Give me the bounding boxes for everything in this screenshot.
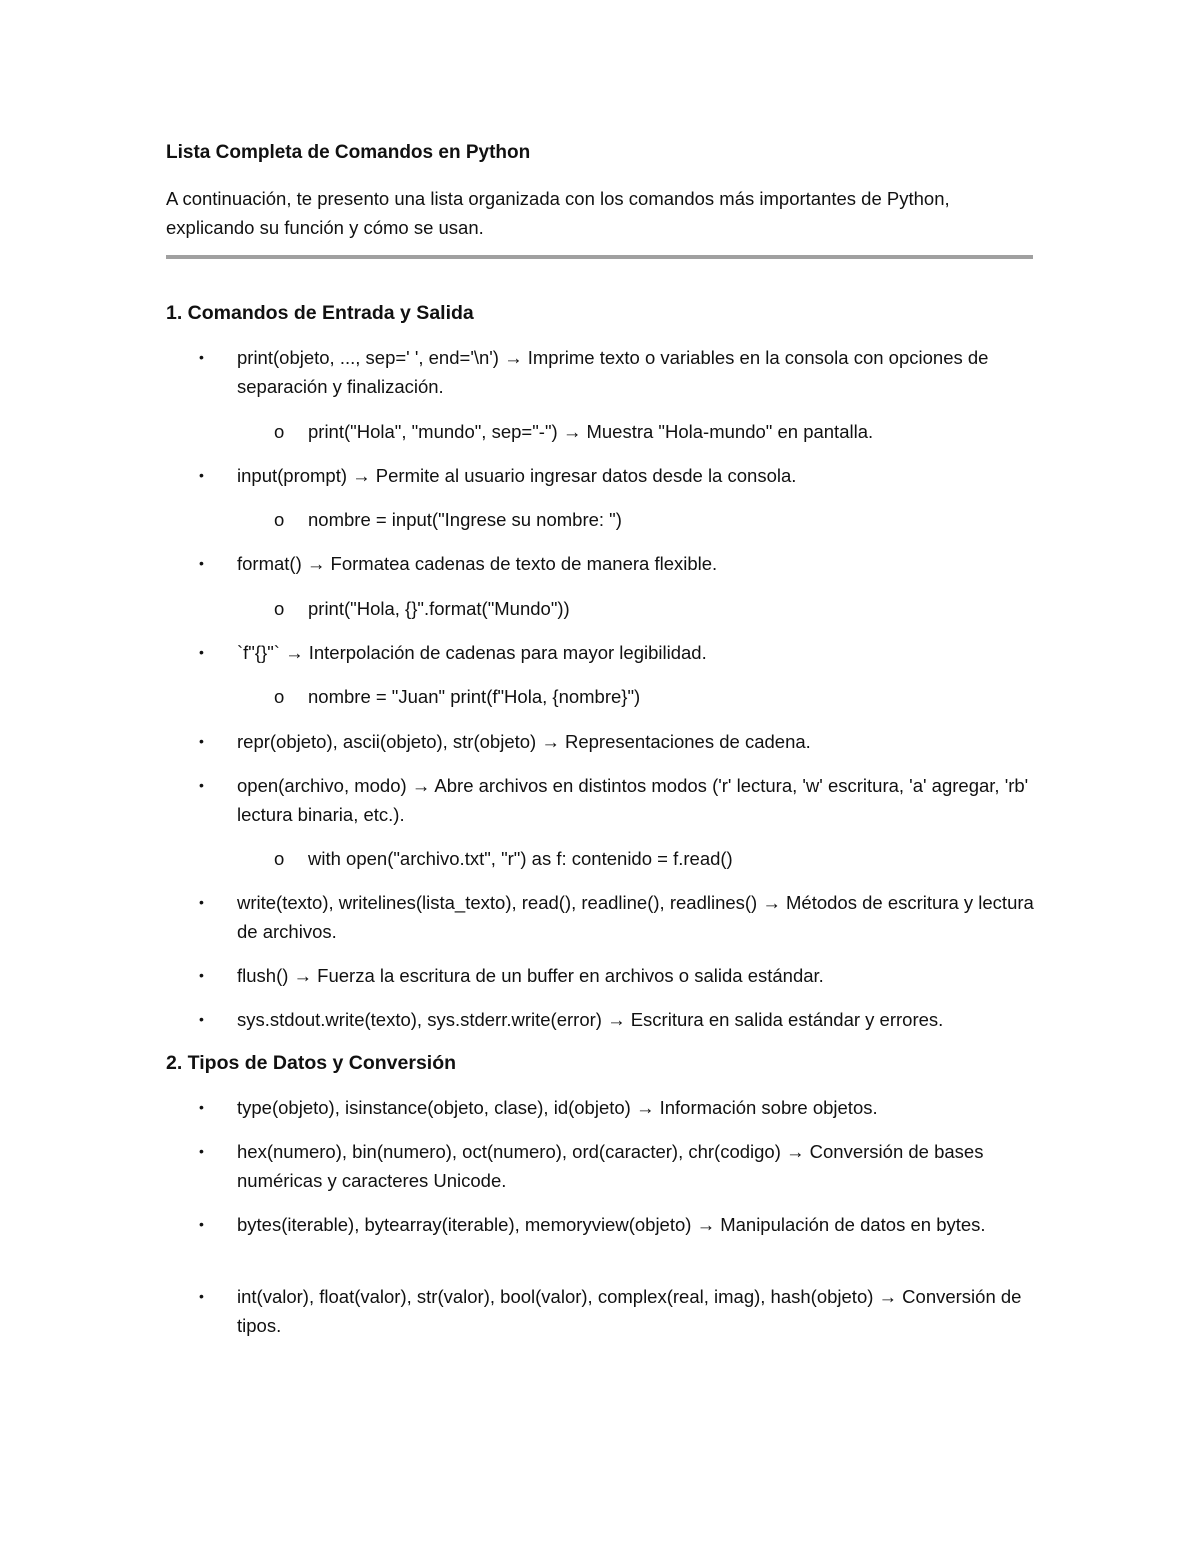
list-item	[199, 343, 1037, 401]
list-item	[199, 1093, 1037, 1122]
sub-list-item-text: with open("archivo.txt", "r") as f: contenido = f.read()	[308, 848, 733, 869]
list-item	[199, 1282, 1037, 1340]
sub-list-item-text: print("Hola, {}".format("Mundo"))	[308, 598, 570, 619]
sub-list-item-text: print("Hola", "mundo", sep="-") → Muestra "Hola-mundo" en pantalla.	[308, 421, 874, 442]
list-item	[199, 1137, 1037, 1195]
bullet-icon: •	[199, 894, 204, 910]
list-item	[199, 638, 1037, 667]
sub-list-item	[274, 417, 1028, 446]
list-item-text: type(objeto), isinstance(objeto, clase), id(objeto) → Información sobre objetos.	[237, 1097, 878, 1118]
section-heading-entrada-salida: 1. Comandos de Entrada y Salida	[166, 302, 474, 324]
bullet-icon: •	[199, 555, 204, 571]
list-item	[199, 961, 1037, 990]
sub-list-item	[274, 682, 1028, 711]
list-item	[199, 1210, 1037, 1239]
sub-list-item-text: nombre = input("Ingrese su nombre: ")	[308, 509, 622, 530]
list-item-text: int(valor), float(valor), str(valor), bool(valor), complex(real, imag), hash(objeto) → Conversión de tipos.	[237, 1286, 1022, 1336]
bullet-icon: •	[199, 1143, 204, 1159]
list-item-text: sys.stdout.write(texto), sys.stderr.write(error) → Escritura en salida estándar y errores.	[237, 1009, 944, 1030]
bullet-icon: •	[199, 733, 204, 749]
sub-bullet-icon: o	[274, 686, 285, 707]
list-item-text: flush() → Fuerza la escritura de un buffer en archivos o salida estándar.	[237, 965, 824, 986]
horizontal-rule	[166, 255, 1033, 259]
sub-list-item	[274, 505, 1028, 534]
list-item-text: input(prompt) → Permite al usuario ingresar datos desde la consola.	[237, 465, 797, 486]
bullet-icon: •	[199, 644, 204, 660]
list-item	[199, 727, 1037, 756]
bullet-icon: •	[199, 1099, 204, 1115]
list-item	[199, 461, 1037, 490]
sub-list-item	[274, 594, 1028, 623]
list-item-text: repr(objeto), ascii(objeto), str(objeto) → Representaciones de cadena.	[237, 731, 811, 752]
intro-paragraph: A continuación, te presento una lista organizada con los comandos más importantes de Python, explicando su función y cómo se usan.	[166, 188, 950, 238]
sub-list-item-text: nombre = "Juan" print(f"Hola, {nombre}")	[308, 686, 641, 707]
list-item-text: format() → Formatea cadenas de texto de manera flexible.	[237, 553, 718, 574]
list-item-text: write(texto), writelines(lista_texto), read(), readline(), readlines() → Métodos de escritura y lectura de archivos.	[237, 892, 1034, 942]
section-heading-tipos-datos: 2. Tipos de Datos y Conversión	[166, 1052, 457, 1074]
sub-bullet-icon: o	[274, 598, 285, 619]
list-item-text: hex(numero), bin(numero), oct(numero), ord(caracter), chr(codigo) → Conversión de bases numéricas y caracteres Unicode.	[237, 1141, 984, 1191]
bullet-icon: •	[199, 1216, 204, 1232]
bullet-icon: •	[199, 349, 204, 365]
list-item-text: open(archivo, modo) → Abre archivos en distintos modos ('r' lectura, 'w' escritura, 'a' agregar, 'rb' lectura binaria, etc.).	[237, 775, 1029, 825]
bullet-icon: •	[199, 777, 204, 793]
list-item-text: bytes(iterable), bytearray(iterable), memoryview(objeto) → Manipulación de datos en bytes.	[237, 1214, 986, 1235]
list-item	[199, 1005, 1037, 1034]
bullet-icon: •	[199, 967, 204, 983]
list-item-text: print(objeto, ..., sep=' ', end='\n') → Imprime texto o variables en la consola con opciones de separación y finalización.	[237, 347, 989, 397]
sub-bullet-icon: o	[274, 509, 285, 530]
bullet-icon: •	[199, 1288, 204, 1304]
sub-bullet-icon: o	[274, 421, 285, 442]
list-item-text: `f"{}"` → Interpolación de cadenas para mayor legibilidad.	[237, 642, 707, 663]
document-title: Lista Completa de Comandos en Python	[166, 142, 531, 163]
list-item	[199, 771, 1037, 829]
list-item	[199, 549, 1037, 578]
sub-bullet-icon: o	[274, 848, 285, 869]
bullet-icon: •	[199, 1011, 204, 1027]
sub-list-item	[274, 844, 1028, 873]
bullet-icon: •	[199, 467, 204, 483]
list-item	[199, 888, 1037, 946]
